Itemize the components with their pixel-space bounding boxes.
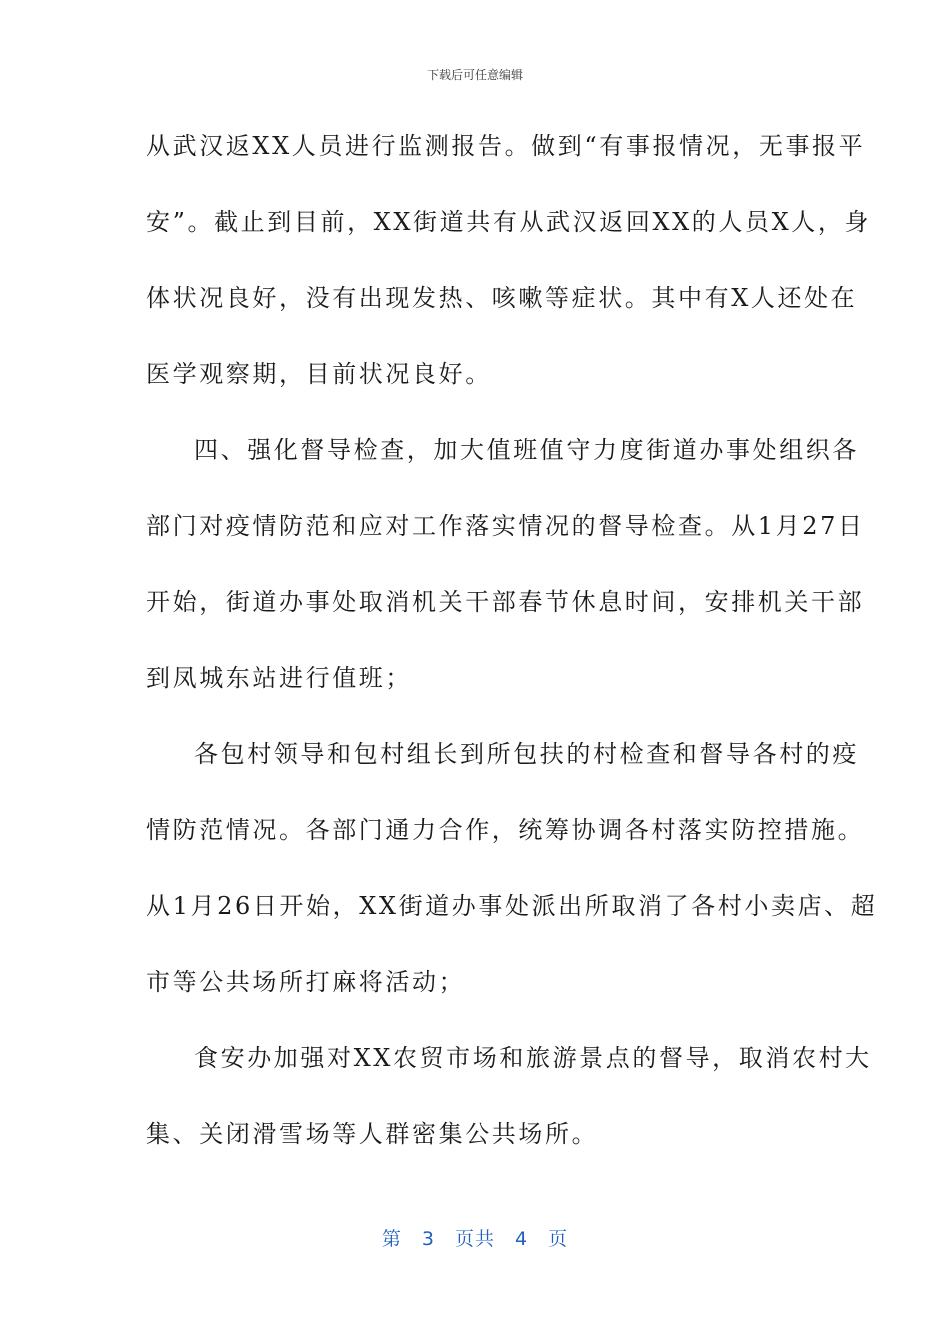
text-line: 集、关闭滑雪场等人群密集公共场所。 <box>146 1120 599 1148</box>
footer-middle: 页共 <box>454 1228 495 1250</box>
text-line: 安”。截止到目前，XX街道共有从武汉返回XX的人员X人，身 <box>146 208 872 236</box>
text-line: 市等公共场所打麻将活动； <box>146 968 466 996</box>
text-line: 情防范情况。各部门通力合作，统筹协调各村落实防控措施。 <box>146 816 865 844</box>
text-line: 从武汉返XX人员进行监测报告。做到“有事报情况，无事报平 <box>146 132 866 160</box>
text-line: 各包村领导和包村组长到所包扶的村检查和督导各村的疫 <box>194 740 859 768</box>
text-line: 医学观察期，目前状况良好。 <box>146 360 492 388</box>
text-line: 体状况良好，没有出现发热、咳嗽等症状。其中有X人还处在 <box>146 284 858 312</box>
text-line: 开始，街道办事处取消机关干部春节休息时间，安排机关干部 <box>146 588 865 616</box>
footer-current-page: 3 <box>421 1228 435 1250</box>
page-footer <box>0 1224 950 1251</box>
text-line: 食安办加强对XX农贸市场和旅游景点的督导，取消农村大 <box>194 1044 872 1072</box>
text-line: 部门对疫情防范和应对工作落实情况的督导检查。从1月27日 <box>146 512 865 540</box>
header-note: 下载后可任意编辑 <box>426 68 523 82</box>
body-text <box>146 120 878 1184</box>
text-line: 四、强化督导检查，加大值班值守力度街道办事处组织各 <box>194 436 859 464</box>
text-line: 从1月26日开始，XX街道办事处派出所取消了各村小卖店、超 <box>146 892 878 920</box>
text-line: 到凤城东站进行值班； <box>146 664 412 692</box>
footer-total-pages: 4 <box>515 1228 529 1250</box>
footer-prefix: 第 <box>381 1228 402 1250</box>
footer-suffix: 页 <box>548 1228 569 1250</box>
